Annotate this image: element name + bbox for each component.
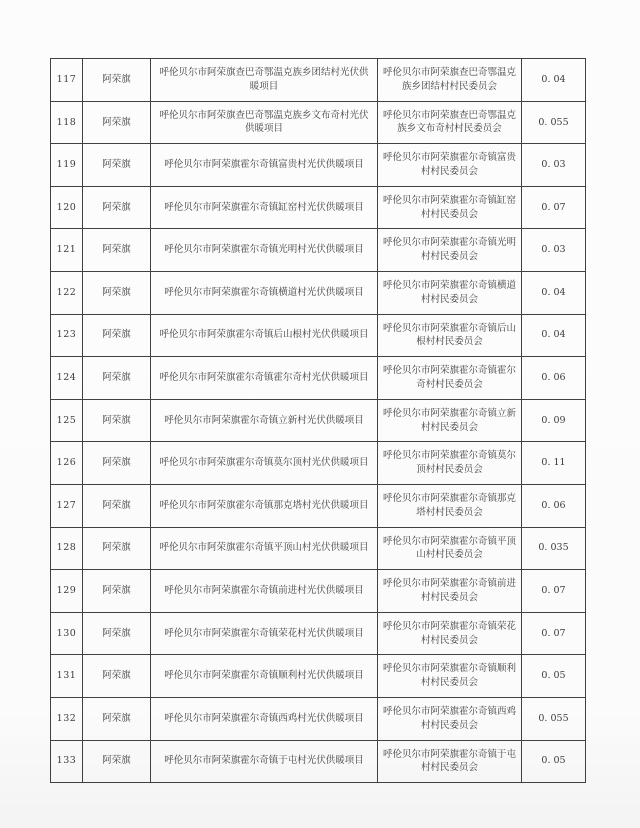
cell-row-number: 130 — [51, 612, 83, 655]
table-row — [51, 59, 586, 102]
cell-row-number: 121 — [51, 229, 83, 272]
cell-value: 0. 04 — [522, 271, 586, 314]
cell-committee-name: 呼伦贝尔市阿荣旗霍尔奇镇于屯村村民委员会 — [378, 740, 522, 783]
cell-committee-name: 呼伦贝尔市阿荣旗霍尔奇镇前进村村民委员会 — [378, 570, 522, 613]
cell-committee-name: 呼伦贝尔市阿荣旗霍尔奇镇那克塔村村民委员会 — [378, 484, 522, 527]
cell-project-name: 呼伦贝尔市阿荣旗霍尔奇镇缸窑村光伏供暖项目 — [151, 186, 378, 229]
cell-committee-name: 呼伦贝尔市阿荣旗霍尔奇镇缸窑村村民委员会 — [378, 186, 522, 229]
cell-row-number: 133 — [51, 740, 83, 783]
cell-row-number: 132 — [51, 697, 83, 740]
cell-row-number: 120 — [51, 186, 83, 229]
table-row — [51, 740, 586, 783]
table-row — [51, 612, 586, 655]
cell-project-name: 呼伦贝尔市阿荣旗霍尔奇镇于屯村光伏供暖项目 — [151, 740, 378, 783]
cell-region: 阿荣旗 — [83, 655, 151, 698]
cell-value: 0. 09 — [522, 399, 586, 442]
cell-project-name: 呼伦贝尔市阿荣旗霍尔奇镇那克塔村光伏供暖项目 — [151, 484, 378, 527]
cell-value: 0. 07 — [522, 570, 586, 613]
table-row — [51, 357, 586, 400]
cell-value: 0. 05 — [522, 740, 586, 783]
cell-region: 阿荣旗 — [83, 612, 151, 655]
cell-region: 阿荣旗 — [83, 399, 151, 442]
cell-value: 0. 04 — [522, 314, 586, 357]
cell-region: 阿荣旗 — [83, 570, 151, 613]
cell-project-name: 呼伦贝尔市阿荣旗霍尔奇镇霍尔奇村光伏供暖项目 — [151, 357, 378, 400]
cell-row-number: 124 — [51, 357, 83, 400]
cell-committee-name: 呼伦贝尔市阿荣旗霍尔奇镇西鸡村村民委员会 — [378, 697, 522, 740]
cell-committee-name: 呼伦贝尔市阿荣旗霍尔奇镇富贵村村民委员会 — [378, 144, 522, 187]
cell-row-number: 118 — [51, 101, 83, 144]
table-row — [51, 314, 586, 357]
table-body — [51, 59, 586, 783]
cell-committee-name: 呼伦贝尔市阿荣旗霍尔奇镇光明村村民委员会 — [378, 229, 522, 272]
cell-region: 阿荣旗 — [83, 484, 151, 527]
cell-project-name: 呼伦贝尔市阿荣旗查巴奇鄂温克族乡团结村光伏供暖项目 — [151, 59, 378, 102]
cell-committee-name: 呼伦贝尔市阿荣旗霍尔奇镇平顶山村村民委员会 — [378, 527, 522, 570]
cell-value: 0. 05 — [522, 655, 586, 698]
table-row — [51, 229, 586, 272]
cell-region: 阿荣旗 — [83, 59, 151, 102]
table-row — [51, 186, 586, 229]
cell-row-number: 127 — [51, 484, 83, 527]
cell-project-name: 呼伦贝尔市阿荣旗霍尔奇镇顺利村光伏供暖项目 — [151, 655, 378, 698]
table-row — [51, 442, 586, 485]
cell-value: 0. 055 — [522, 101, 586, 144]
cell-region: 阿荣旗 — [83, 697, 151, 740]
cell-region: 阿荣旗 — [83, 442, 151, 485]
cell-value: 0. 06 — [522, 484, 586, 527]
cell-project-name: 呼伦贝尔市阿荣旗霍尔奇镇荣花村光伏供暖项目 — [151, 612, 378, 655]
cell-row-number: 126 — [51, 442, 83, 485]
cell-row-number: 125 — [51, 399, 83, 442]
cell-value: 0. 03 — [522, 229, 586, 272]
cell-project-name: 呼伦贝尔市阿荣旗霍尔奇镇莫尔顶村光伏供暖项目 — [151, 442, 378, 485]
cell-region: 阿荣旗 — [83, 527, 151, 570]
table-row — [51, 399, 586, 442]
cell-value: 0. 06 — [522, 357, 586, 400]
table-row — [51, 484, 586, 527]
cell-value: 0. 07 — [522, 612, 586, 655]
cell-region: 阿荣旗 — [83, 271, 151, 314]
cell-value: 0. 035 — [522, 527, 586, 570]
table-row — [51, 655, 586, 698]
cell-project-name: 呼伦贝尔市阿荣旗霍尔奇镇前进村光伏供暖项目 — [151, 570, 378, 613]
cell-row-number: 131 — [51, 655, 83, 698]
table-row — [51, 527, 586, 570]
cell-row-number: 123 — [51, 314, 83, 357]
cell-row-number: 128 — [51, 527, 83, 570]
cell-region: 阿荣旗 — [83, 229, 151, 272]
cell-value: 0. 055 — [522, 697, 586, 740]
cell-committee-name: 呼伦贝尔市阿荣旗霍尔奇镇顺利村村民委员会 — [378, 655, 522, 698]
cell-project-name: 呼伦贝尔市阿荣旗霍尔奇镇光明村光伏供暖项目 — [151, 229, 378, 272]
cell-row-number: 122 — [51, 271, 83, 314]
cell-committee-name: 呼伦贝尔市阿荣旗霍尔奇镇霍尔奇村村民委员会 — [378, 357, 522, 400]
cell-row-number: 119 — [51, 144, 83, 187]
table-row — [51, 144, 586, 187]
cell-project-name: 呼伦贝尔市阿荣旗霍尔奇镇横道村光伏供暖项目 — [151, 271, 378, 314]
cell-project-name: 呼伦贝尔市阿荣旗查巴奇鄂温克族乡文布奇村光伏供暖项目 — [151, 101, 378, 144]
cell-value: 0. 11 — [522, 442, 586, 485]
cell-region: 阿荣旗 — [83, 144, 151, 187]
cell-region: 阿荣旗 — [83, 101, 151, 144]
table-row — [51, 697, 586, 740]
cell-value: 0. 03 — [522, 144, 586, 187]
cell-committee-name: 呼伦贝尔市阿荣旗查巴奇鄂温克族乡团结村村民委员会 — [378, 59, 522, 102]
table-row — [51, 101, 586, 144]
cell-region: 阿荣旗 — [83, 186, 151, 229]
table-row — [51, 570, 586, 613]
cell-project-name: 呼伦贝尔市阿荣旗霍尔奇镇西鸡村光伏供暖项目 — [151, 697, 378, 740]
cell-project-name: 呼伦贝尔市阿荣旗霍尔奇镇平顶山村光伏供暖项目 — [151, 527, 378, 570]
cell-value: 0. 07 — [522, 186, 586, 229]
cell-project-name: 呼伦贝尔市阿荣旗霍尔奇镇立新村光伏供暖项目 — [151, 399, 378, 442]
cell-region: 阿荣旗 — [83, 740, 151, 783]
cell-committee-name: 呼伦贝尔市阿荣旗霍尔奇镇荣花村村民委员会 — [378, 612, 522, 655]
cell-project-name: 呼伦贝尔市阿荣旗霍尔奇镇后山根村光伏供暖项目 — [151, 314, 378, 357]
cell-project-name: 呼伦贝尔市阿荣旗霍尔奇镇富贵村光伏供暖项目 — [151, 144, 378, 187]
cell-region: 阿荣旗 — [83, 314, 151, 357]
cell-value: 0. 04 — [522, 59, 586, 102]
cell-committee-name: 呼伦贝尔市阿荣旗霍尔奇镇横道村村民委员会 — [378, 271, 522, 314]
cell-committee-name: 呼伦贝尔市阿荣旗霍尔奇镇立新村村民委员会 — [378, 399, 522, 442]
cell-row-number: 117 — [51, 59, 83, 102]
cell-committee-name: 呼伦贝尔市阿荣旗查巴奇鄂温克族乡文布奇村村民委员会 — [378, 101, 522, 144]
cell-committee-name: 呼伦贝尔市阿荣旗霍尔奇镇后山根村村民委员会 — [378, 314, 522, 357]
cell-committee-name: 呼伦贝尔市阿荣旗霍尔奇镇莫尔顶村村民委员会 — [378, 442, 522, 485]
cell-region: 阿荣旗 — [83, 357, 151, 400]
project-table — [50, 58, 586, 783]
table-row — [51, 271, 586, 314]
cell-row-number: 129 — [51, 570, 83, 613]
